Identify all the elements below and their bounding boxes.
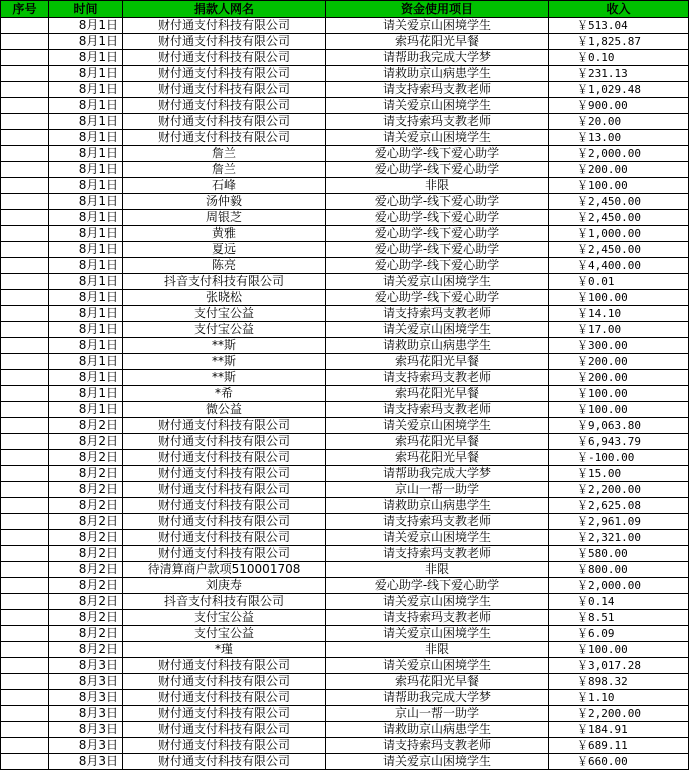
table-row [1,66,689,82]
amount-cell[interactable]: ￥100.00 [549,386,689,402]
table-row [1,594,689,610]
amount-cell[interactable]: ￥100.00 [549,642,689,658]
table-row [1,402,689,418]
donor-cell[interactable]: 财付通支付科技有限公司 [123,690,326,706]
project-cell[interactable]: 京山一帮一助学 [326,482,549,498]
index-cell[interactable] [1,754,49,770]
table-row [1,354,689,370]
amount-cell[interactable]: ￥8.51 [549,610,689,626]
table-row [1,514,689,530]
table-row [1,658,689,674]
amount-cell[interactable]: ￥2,450.00 [549,194,689,210]
amount-cell[interactable]: ￥0.01 [549,274,689,290]
donor-cell[interactable]: 石峰 [123,178,326,194]
header-index[interactable]: 序号 [1,1,49,18]
amount-cell[interactable]: ￥513.04 [549,18,689,34]
amount-cell[interactable]: ￥200.00 [549,162,689,178]
donor-cell[interactable]: 财付通支付科技有限公司 [123,722,326,738]
index-cell[interactable] [1,98,49,114]
header-donor[interactable]: 捐款人网名 [123,1,326,18]
date-cell[interactable]: 8月3日 [49,754,123,770]
table-row [1,50,689,66]
index-cell[interactable] [1,258,49,274]
project-cell[interactable]: 爱心助学-线下爱心助学 [326,146,549,162]
project-cell[interactable]: 爱心助学-线下爱心助学 [326,194,549,210]
table-row [1,642,689,658]
date-cell[interactable]: 8月1日 [49,322,123,338]
project-cell[interactable]: 请支持索玛支教老师 [326,82,549,98]
project-cell[interactable]: 请关爱京山困境学生 [326,130,549,146]
index-cell[interactable] [1,50,49,66]
project-cell[interactable]: 请救助京山病患学生 [326,66,549,82]
header-row [1,1,689,18]
date-cell[interactable]: 8月1日 [49,370,123,386]
date-cell[interactable]: 8月1日 [49,146,123,162]
project-cell[interactable]: 请关爱京山困境学生 [326,274,549,290]
donor-cell[interactable]: **斯 [123,370,326,386]
date-cell[interactable]: 8月1日 [49,290,123,306]
donor-cell[interactable]: 财付通支付科技有限公司 [123,50,326,66]
amount-cell[interactable]: ￥17.00 [549,322,689,338]
table-row [1,210,689,226]
project-cell[interactable]: 请救助京山病患学生 [326,338,549,354]
index-cell[interactable] [1,226,49,242]
project-cell[interactable]: 索玛花阳光早餐 [326,434,549,450]
amount-cell[interactable]: ￥9,063.80 [549,418,689,434]
date-cell[interactable]: 8月2日 [49,514,123,530]
date-cell[interactable]: 8月1日 [49,354,123,370]
project-cell[interactable]: 请关爱京山困境学生 [326,530,549,546]
donor-cell[interactable]: 支付宝公益 [123,306,326,322]
table-row [1,754,689,770]
header-income[interactable]: 收入 [549,1,689,18]
amount-cell[interactable]: ￥15.00 [549,466,689,482]
index-cell[interactable] [1,690,49,706]
amount-cell[interactable]: ￥1,029.48 [549,82,689,98]
index-cell[interactable] [1,738,49,754]
amount-cell[interactable]: ￥100.00 [549,178,689,194]
index-cell[interactable] [1,162,49,178]
table-row [1,194,689,210]
table-row [1,274,689,290]
date-cell[interactable]: 8月1日 [49,114,123,130]
index-cell[interactable] [1,642,49,658]
table-row [1,562,689,578]
amount-cell[interactable]: ￥-100.00 [549,450,689,466]
project-cell[interactable]: 请关爱京山困境学生 [326,754,549,770]
project-cell[interactable]: 请支持索玛支教老师 [326,546,549,562]
amount-cell[interactable]: ￥0.10 [549,50,689,66]
donor-cell[interactable]: 财付通支付科技有限公司 [123,98,326,114]
index-cell[interactable] [1,370,49,386]
date-cell[interactable]: 8月1日 [49,34,123,50]
index-cell[interactable] [1,178,49,194]
donor-cell[interactable]: **斯 [123,354,326,370]
date-cell[interactable]: 8月1日 [49,130,123,146]
project-cell[interactable]: 请关爱京山困境学生 [326,594,549,610]
index-cell[interactable] [1,418,49,434]
table-row [1,306,689,322]
amount-cell[interactable]: ￥200.00 [549,354,689,370]
index-cell[interactable] [1,434,49,450]
index-cell[interactable] [1,82,49,98]
amount-cell[interactable]: ￥580.00 [549,546,689,562]
amount-cell[interactable]: ￥0.14 [549,594,689,610]
table-row [1,226,689,242]
table-row [1,546,689,562]
index-cell[interactable] [1,338,49,354]
date-cell[interactable]: 8月3日 [49,738,123,754]
date-cell[interactable]: 8月1日 [49,66,123,82]
table-row [1,578,689,594]
donor-cell[interactable]: 陈亮 [123,258,326,274]
amount-cell[interactable]: ￥4,400.00 [549,258,689,274]
donor-cell[interactable]: *瑾 [123,642,326,658]
date-cell[interactable]: 8月1日 [49,210,123,226]
donor-cell[interactable]: 詹兰 [123,162,326,178]
donor-cell[interactable]: 黄雅 [123,226,326,242]
index-cell[interactable] [1,450,49,466]
project-cell[interactable]: 请帮助我完成大学梦 [326,466,549,482]
donor-cell[interactable]: 张晓松 [123,290,326,306]
project-cell[interactable]: 请支持索玛支教老师 [326,402,549,418]
date-cell[interactable]: 8月2日 [49,434,123,450]
donor-cell[interactable]: 抖音支付科技有限公司 [123,594,326,610]
project-cell[interactable]: 请支持索玛支教老师 [326,306,549,322]
index-cell[interactable] [1,578,49,594]
index-cell[interactable] [1,242,49,258]
index-cell[interactable] [1,562,49,578]
date-cell[interactable]: 8月3日 [49,674,123,690]
project-cell[interactable]: 请支持索玛支教老师 [326,114,549,130]
table-row [1,178,689,194]
project-cell[interactable]: 爱心助学-线下爱心助学 [326,290,549,306]
header-date[interactable]: 时间 [49,1,123,18]
date-cell[interactable]: 8月1日 [49,402,123,418]
index-cell[interactable] [1,386,49,402]
date-cell[interactable]: 8月2日 [49,642,123,658]
table-row [1,722,689,738]
donor-cell[interactable]: 待清算商户款项510001708 [123,562,326,578]
amount-cell[interactable]: ￥2,000.00 [549,146,689,162]
index-cell[interactable] [1,466,49,482]
project-cell[interactable]: 非限 [326,642,549,658]
index-cell[interactable] [1,610,49,626]
index-cell[interactable] [1,706,49,722]
amount-cell[interactable]: ￥1,825.87 [549,34,689,50]
date-cell[interactable]: 8月2日 [49,498,123,514]
project-cell[interactable]: 请支持索玛支教老师 [326,514,549,530]
donor-cell[interactable]: 财付通支付科技有限公司 [123,514,326,530]
table-row [1,34,689,50]
donor-cell[interactable]: 财付通支付科技有限公司 [123,466,326,482]
index-cell[interactable] [1,34,49,50]
date-cell[interactable]: 8月1日 [49,50,123,66]
donor-cell[interactable]: 财付通支付科技有限公司 [123,82,326,98]
table-row [1,450,689,466]
project-cell[interactable]: 索玛花阳光早餐 [326,34,549,50]
index-cell[interactable] [1,194,49,210]
amount-cell[interactable]: ￥2,000.00 [549,578,689,594]
project-cell[interactable]: 请支持索玛支教老师 [326,738,549,754]
date-cell[interactable]: 8月2日 [49,626,123,642]
date-cell[interactable]: 8月2日 [49,530,123,546]
amount-cell[interactable]: ￥300.00 [549,338,689,354]
project-cell[interactable]: 请支持索玛支教老师 [326,370,549,386]
amount-cell[interactable]: ￥20.00 [549,114,689,130]
table-row [1,482,689,498]
project-cell[interactable]: 请救助京山病患学生 [326,722,549,738]
amount-cell[interactable]: ￥2,625.08 [549,498,689,514]
date-cell[interactable]: 8月1日 [49,162,123,178]
donor-cell[interactable]: 财付通支付科技有限公司 [123,658,326,674]
project-cell[interactable]: 请帮助我完成大学梦 [326,50,549,66]
date-cell[interactable]: 8月2日 [49,482,123,498]
date-cell[interactable]: 8月2日 [49,546,123,562]
amount-cell[interactable]: ￥1.10 [549,690,689,706]
table-row [1,674,689,690]
project-cell[interactable]: 请帮助我完成大学梦 [326,690,549,706]
table-row [1,626,689,642]
table-row [1,114,689,130]
table-row [1,706,689,722]
index-cell[interactable] [1,306,49,322]
donor-cell[interactable]: 财付通支付科技有限公司 [123,482,326,498]
date-cell[interactable]: 8月1日 [49,258,123,274]
table-row [1,162,689,178]
amount-cell[interactable]: ￥1,000.00 [549,226,689,242]
table-row [1,290,689,306]
donor-cell[interactable]: 财付通支付科技有限公司 [123,34,326,50]
project-cell[interactable]: 爱心助学-线下爱心助学 [326,578,549,594]
project-cell[interactable]: 爱心助学-线下爱心助学 [326,258,549,274]
index-cell[interactable] [1,354,49,370]
table-row [1,386,689,402]
index-cell[interactable] [1,658,49,674]
header-project[interactable]: 资金使用项目 [326,1,549,18]
donor-cell[interactable]: 财付通支付科技有限公司 [123,738,326,754]
amount-cell[interactable]: ￥2,200.00 [549,706,689,722]
index-cell[interactable] [1,290,49,306]
index-cell[interactable] [1,274,49,290]
index-cell[interactable] [1,722,49,738]
donor-cell[interactable]: 微公益 [123,402,326,418]
project-cell[interactable]: 索玛花阳光早餐 [326,674,549,690]
amount-cell[interactable]: ￥6,943.79 [549,434,689,450]
table-row [1,98,689,114]
table-row [1,690,689,706]
project-cell[interactable]: 非限 [326,562,549,578]
index-cell[interactable] [1,130,49,146]
project-cell[interactable]: 爱心助学-线下爱心助学 [326,162,549,178]
project-cell[interactable]: 爱心助学-线下爱心助学 [326,210,549,226]
date-cell[interactable]: 8月3日 [49,722,123,738]
date-cell[interactable]: 8月2日 [49,562,123,578]
amount-cell[interactable]: ￥184.91 [549,722,689,738]
amount-cell[interactable]: ￥2,450.00 [549,242,689,258]
amount-cell[interactable]: ￥14.10 [549,306,689,322]
table-row [1,466,689,482]
date-cell[interactable]: 8月2日 [49,418,123,434]
donor-cell[interactable]: 财付通支付科技有限公司 [123,418,326,434]
table-row [1,322,689,338]
index-cell[interactable] [1,530,49,546]
index-cell[interactable] [1,322,49,338]
amount-cell[interactable]: ￥2,321.00 [549,530,689,546]
date-cell[interactable]: 8月1日 [49,306,123,322]
table-row [1,610,689,626]
donor-cell[interactable]: **斯 [123,338,326,354]
index-cell[interactable] [1,546,49,562]
index-cell[interactable] [1,626,49,642]
donor-cell[interactable]: 财付通支付科技有限公司 [123,546,326,562]
index-cell[interactable] [1,498,49,514]
donor-cell[interactable]: 刘庚寿 [123,578,326,594]
project-cell[interactable]: 请关爱京山困境学生 [326,322,549,338]
amount-cell[interactable]: ￥689.11 [549,738,689,754]
index-cell[interactable] [1,66,49,82]
project-cell[interactable]: 京山一帮一助学 [326,706,549,722]
index-cell[interactable] [1,514,49,530]
date-cell[interactable]: 8月1日 [49,386,123,402]
donor-cell[interactable]: 财付通支付科技有限公司 [123,498,326,514]
donor-cell[interactable]: 詹兰 [123,146,326,162]
donor-cell[interactable]: 财付通支付科技有限公司 [123,754,326,770]
donor-cell[interactable]: 夏远 [123,242,326,258]
amount-cell[interactable]: ￥200.00 [549,370,689,386]
project-cell[interactable]: 请关爱京山困境学生 [326,626,549,642]
date-cell[interactable]: 8月3日 [49,658,123,674]
table-row [1,498,689,514]
table-row [1,418,689,434]
table-row [1,146,689,162]
donor-cell[interactable]: 财付通支付科技有限公司 [123,114,326,130]
amount-cell[interactable]: ￥231.13 [549,66,689,82]
project-cell[interactable]: 爱心助学-线下爱心助学 [326,226,549,242]
table-row [1,530,689,546]
amount-cell[interactable]: ￥100.00 [549,402,689,418]
index-cell[interactable] [1,114,49,130]
index-cell[interactable] [1,674,49,690]
date-cell[interactable]: 8月1日 [49,226,123,242]
date-cell[interactable]: 8月3日 [49,706,123,722]
index-cell[interactable] [1,146,49,162]
date-cell[interactable]: 8月1日 [49,18,123,34]
date-cell[interactable]: 8月1日 [49,274,123,290]
amount-cell[interactable]: ￥2,961.09 [549,514,689,530]
index-cell[interactable] [1,210,49,226]
donor-cell[interactable]: 支付宝公益 [123,322,326,338]
project-cell[interactable]: 请支持索玛支教老师 [326,610,549,626]
table-row [1,242,689,258]
index-cell[interactable] [1,18,49,34]
date-cell[interactable]: 8月2日 [49,466,123,482]
amount-cell[interactable]: ￥800.00 [549,562,689,578]
project-cell[interactable]: 请关爱京山困境学生 [326,418,549,434]
donor-cell[interactable]: 支付宝公益 [123,610,326,626]
project-cell[interactable]: 请关爱京山困境学生 [326,658,549,674]
donor-cell[interactable]: 财付通支付科技有限公司 [123,130,326,146]
date-cell[interactable]: 8月1日 [49,178,123,194]
amount-cell[interactable]: ￥13.00 [549,130,689,146]
donor-cell[interactable]: *希 [123,386,326,402]
donor-cell[interactable]: 财付通支付科技有限公司 [123,450,326,466]
table-row [1,82,689,98]
donor-cell[interactable]: 汤仲毅 [123,194,326,210]
table-row [1,338,689,354]
project-cell[interactable]: 请救助京山病患学生 [326,498,549,514]
donor-cell[interactable]: 财付通支付科技有限公司 [123,18,326,34]
table-row [1,258,689,274]
donor-cell[interactable]: 财付通支付科技有限公司 [123,706,326,722]
date-cell[interactable]: 8月1日 [49,98,123,114]
amount-cell[interactable]: ￥2,200.00 [549,482,689,498]
project-cell[interactable]: 索玛花阳光早餐 [326,354,549,370]
donor-cell[interactable]: 支付宝公益 [123,626,326,642]
index-cell[interactable] [1,402,49,418]
table-row [1,18,689,34]
index-cell[interactable] [1,594,49,610]
donor-cell[interactable]: 财付通支付科技有限公司 [123,434,326,450]
project-cell[interactable]: 请关爱京山困境学生 [326,18,549,34]
table-row [1,738,689,754]
date-cell[interactable]: 8月1日 [49,338,123,354]
project-cell[interactable]: 请关爱京山困境学生 [326,98,549,114]
amount-cell[interactable]: ￥900.00 [549,98,689,114]
amount-cell[interactable]: ￥6.09 [549,626,689,642]
date-cell[interactable]: 8月2日 [49,578,123,594]
date-cell[interactable]: 8月2日 [49,450,123,466]
table-row [1,370,689,386]
donor-cell[interactable]: 周银芝 [123,210,326,226]
amount-cell[interactable]: ￥898.32 [549,674,689,690]
table-row [1,434,689,450]
table-row [1,130,689,146]
donor-cell[interactable]: 财付通支付科技有限公司 [123,530,326,546]
donor-cell[interactable]: 财付通支付科技有限公司 [123,674,326,690]
project-cell[interactable]: 索玛花阳光早餐 [326,450,549,466]
date-cell[interactable]: 8月2日 [49,610,123,626]
date-cell[interactable]: 8月1日 [49,82,123,98]
donor-cell[interactable]: 财付通支付科技有限公司 [123,66,326,82]
amount-cell[interactable]: ￥100.00 [549,290,689,306]
date-cell[interactable]: 8月1日 [49,194,123,210]
amount-cell[interactable]: ￥660.00 [549,754,689,770]
project-cell[interactable]: 爱心助学-线下爱心助学 [326,242,549,258]
date-cell[interactable]: 8月3日 [49,690,123,706]
date-cell[interactable]: 8月1日 [49,242,123,258]
donor-cell[interactable]: 抖音支付科技有限公司 [123,274,326,290]
project-cell[interactable]: 索玛花阳光早餐 [326,386,549,402]
amount-cell[interactable]: ￥2,450.00 [549,210,689,226]
project-cell[interactable]: 非限 [326,178,549,194]
date-cell[interactable]: 8月2日 [49,594,123,610]
index-cell[interactable] [1,482,49,498]
amount-cell[interactable]: ￥3,017.28 [549,658,689,674]
